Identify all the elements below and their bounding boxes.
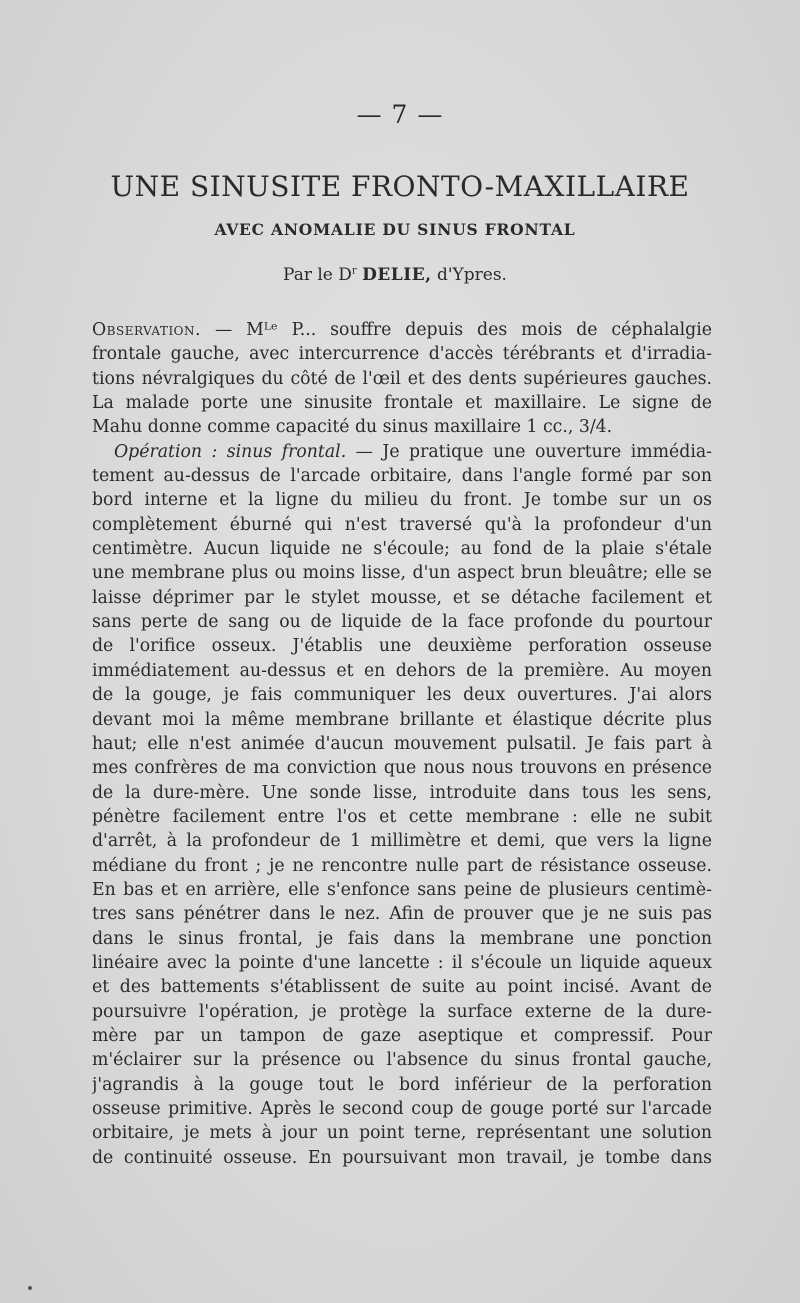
- body-line: Mahu donne comme capacité du sinus maxillaire 1 cc., 3/4.: [92, 417, 613, 438]
- body-line: laisse déprimer par le stylet mousse, et se détache facilement et: [92, 587, 712, 608]
- body-line: m'éclairer sur la présence ou l'absence du sinus frontal gauche,: [92, 1050, 712, 1071]
- body-line: j'agrandis à la gouge tout le bord inférieur de la perforation: [92, 1074, 712, 1095]
- observation-text: — Mᴸᵉ P... souffre depuis des mois de céphalalgie: [214, 320, 712, 340]
- body-line: tement au-dessus de l'arcade orbitaire, dans l'angle formé par son: [92, 466, 712, 487]
- body-line: poursuivre l'opération, je protège la surface externe de la dure-: [92, 1001, 712, 1022]
- body-line: orbitaire, je mets à jour un point terne, représentant une solution: [92, 1123, 712, 1144]
- body-line: mes confrères de ma conviction que nous nous trouvons en présence: [92, 758, 712, 779]
- body-line: sans perte de sang ou de liquide de la face profonde du pourtour: [92, 612, 712, 633]
- body-line: dans le sinus frontal, je fais dans la membrane une ponction: [92, 928, 712, 949]
- body-line: immédiatement au-dessus et en dehors de la première. Au moyen: [92, 660, 712, 681]
- body-line: une membrane plus ou moins lisse, d'un aspect brun bleuâtre; elle se: [92, 563, 712, 584]
- body-line: et des battements s'établissent de suite au point incisé. Avant de: [92, 977, 712, 998]
- page-number: — 7 —: [356, 100, 444, 129]
- body-line: tres sans pénétrer dans le nez. Afin de prouver que je ne suis pas: [92, 904, 712, 925]
- body-line: médiane du front ; je ne rencontre nulle part de résistance osseuse.: [92, 855, 712, 876]
- body-line: haut; elle n'est animée d'aucun mouvement pulsatil. Je fais part à: [92, 733, 712, 754]
- body-line: frontale gauche, avec intercurrence d'accès térébrants et d'irradia-: [92, 344, 712, 365]
- body-line: de la dure-mère. Une sonde lisse, introduite dans tous les sens,: [92, 782, 712, 803]
- speck-mark: [28, 1286, 32, 1290]
- body-line: En bas et en arrière, elle s'enfonce sans peine de plusieurs centimè-: [92, 879, 712, 900]
- body-line: bord interne et la ligne du milieu du front. Je tombe sur un os: [92, 490, 712, 511]
- observation-label: Observation.: [92, 320, 202, 340]
- body-line: tions névralgiques du côté de l'œil et des dents supérieures gauches.: [92, 368, 712, 389]
- body-line: devant moi la même membrane brillante et élastique décrite plus: [92, 709, 712, 730]
- body-line: de continuité osseuse. En poursuivant mon travail, je tombe dans: [92, 1147, 712, 1168]
- author-name: DELIE,: [362, 265, 432, 285]
- byline-sup: r: [351, 265, 357, 277]
- operation-label: Opération : sinus frontal.: [114, 441, 347, 462]
- body-line: La malade porte une sinusite frontale et maxillaire. Le signe de: [92, 393, 712, 414]
- article-subtitle: AVEC ANOMALIE DU SINUS FRONTAL: [214, 220, 576, 239]
- author-place: d'Ypres.: [436, 265, 507, 285]
- body-line: osseuse primitive. Après le second coup de gouge porté sur l'arcade: [92, 1099, 712, 1119]
- body-line: linéaire avec la pointe d'une lancette : il s'écoule un liquide aqueux: [92, 952, 712, 973]
- body-line: de l'orifice osseux. J'établis une deuxième perforation osseuse: [92, 636, 712, 657]
- body-line: mère par un tampon de gaze aseptique et compressif. Pour: [92, 1025, 712, 1046]
- article-title: UNE SINUSITE FRONTO-MAXILLAIRE: [110, 170, 690, 203]
- body-line: pénètre facilement entre l'os et cette membrane : elle ne subit: [92, 806, 712, 827]
- operation-text: — Je pratique une ouverture immédia-: [355, 441, 712, 462]
- body-line: d'arrêt, à la profondeur de 1 millimètre et demi, que vers la ligne: [92, 831, 712, 852]
- body-line: complètement éburné qui n'est traversé qu'à la profondeur d'un: [92, 514, 712, 535]
- article-body: [92, 318, 712, 1170]
- byline-prefix: Par le D: [283, 265, 352, 285]
- byline: [0, 265, 790, 285]
- body-line: [92, 318, 712, 342]
- body-line: [92, 440, 712, 464]
- body-line: de la gouge, je fais communiquer les deux ouvertures. J'ai alors: [92, 685, 712, 706]
- body-line: centimètre. Aucun liquide ne s'écoule; au fond de la plaie s'étale: [92, 539, 712, 560]
